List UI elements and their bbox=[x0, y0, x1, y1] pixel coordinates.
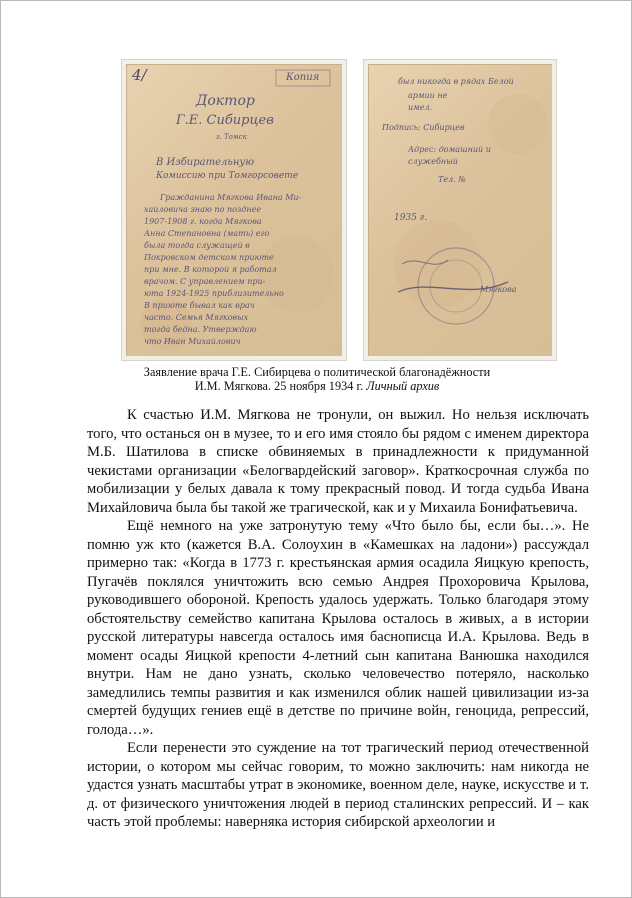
handwritten-statement-front bbox=[126, 64, 342, 356]
caption-archive: Личный архив bbox=[366, 379, 440, 393]
doc-line: часто. Семья Мягковых bbox=[144, 313, 249, 322]
paragraph-3: Если перенести это суждение на тот трагический период отечественной истории, о котором мы сейчас говорим, то можно заключить: нам никогда не удастся узнать масштабы утрат в экономике, военном деле, науке, искусстве и т. д. от физического уничтожения людей в период сталинских репрессий. И – как часть этой проблемы: наверняка история сибирской археологии и bbox=[87, 740, 589, 830]
doc-line: Анна Степановна (мать) его bbox=[144, 229, 270, 238]
doc-line: служебный bbox=[408, 157, 458, 166]
body-text bbox=[87, 406, 589, 832]
paper-stains-and-seal bbox=[368, 64, 552, 356]
doc-line: при мне. В которой я работал bbox=[144, 265, 277, 274]
caption-text: И.М. Мягкова. 25 ноября 1934 г. bbox=[194, 379, 364, 393]
doc-line: что Иван Михайлович bbox=[144, 337, 241, 346]
doc-line: Комиссию при Томгорсовете bbox=[156, 171, 299, 181]
doc-line: 1907-1908 г. когда Мягкова bbox=[144, 217, 262, 226]
handwritten-statement-back bbox=[368, 64, 552, 356]
doc-line: врачом. С управлением при- bbox=[144, 277, 266, 286]
paragraph-1: К счастью И.М. Мягкова не тронули, он выжил. Но нельзя исключать того, что останься он в музее, то и его имя стояло бы рядом с именем директора М.Б. Шатилова в списке обвиняемых в принадлежности к придуманной чекистами организации «Белогвардейский заговор». Краткосрочная служба по мобилизации у белых давала к тому прекрасный повод. И тогда судьба Ивана Михайловича была бы такой же трагической, как и у Михаила Бонифатьевича. bbox=[87, 407, 589, 516]
photo-statement-page-1 bbox=[121, 59, 347, 361]
copy-stamp: Копия bbox=[286, 72, 320, 83]
doc-line: хайловича знаю по позднее bbox=[144, 205, 262, 214]
doc-line: В приюте бывал как врач bbox=[144, 301, 255, 310]
doc-line: Г.Е. Сибирцев bbox=[176, 113, 274, 128]
figure-caption bbox=[61, 365, 573, 393]
doc-line: Тел. № bbox=[438, 175, 466, 184]
photo-statement-page-2 bbox=[363, 59, 557, 361]
doc-line: 1935 г. bbox=[394, 213, 428, 223]
doc-line: Адрес: домашний и bbox=[408, 145, 491, 154]
doc-line: имел. bbox=[408, 103, 433, 112]
figure-archival-documents bbox=[121, 59, 557, 361]
doc-line: юта 1924-1925 приблизительно bbox=[144, 289, 284, 298]
doc-line: был никогда в рядах Белой bbox=[398, 77, 514, 86]
doc-line: В Избирательную bbox=[156, 157, 255, 168]
doc-line: Доктор bbox=[196, 93, 255, 109]
paragraph-2: Ещё немного на уже затронутую тему «Что было бы, если бы…». Не помню уж кто (кажется В.А. Солоухин в «Камешках на ладони») рассуждал примерно так: «Когда в 1773 г. крестьянская армия осадила Яицкую крепость, Пугачёв поклялся уничтожить всю семью Андрея Прохоровича Крылова, руководившего обороной. Крепость удалось удержать. Только благодаря этому обстоятельству семейство капитана Крылова осталось в живых, а в истории русской литературы навсегда осталось имя баснописца И.А. Крылова. Ведь в момент осады Яицкой крепости 4-летний сын капитана Ванюшка находился внутри. Нам не дано узнать, сколько человечество потеряло, насколько замедлились темпы развития и как изменился облик нашей цивилизации из-за смертей будущих гениев ещё в детстве по причине войн, геноцида, репрессий, голода…». bbox=[87, 518, 589, 738]
caption-line-2 bbox=[61, 379, 573, 393]
doc-line: была тогда служащей в bbox=[144, 241, 250, 250]
caption-line-1: Заявление врача Г.Е. Сибирцева о политической благонадёжности bbox=[143, 365, 491, 379]
doc-line: тогда бедна. Утверждаю bbox=[144, 325, 257, 334]
doc-line: г. Томск bbox=[216, 133, 247, 141]
signature-name: Мягкова bbox=[480, 285, 517, 294]
doc-line: армии не bbox=[408, 91, 448, 100]
doc-line: Подпись: Сибирцев bbox=[382, 123, 465, 132]
corner-mark: 4/ bbox=[132, 66, 147, 84]
doc-line: Гражданина Мягкова Ивана Ми- bbox=[160, 193, 302, 202]
doc-line: Покровском детском приюте bbox=[144, 253, 274, 262]
